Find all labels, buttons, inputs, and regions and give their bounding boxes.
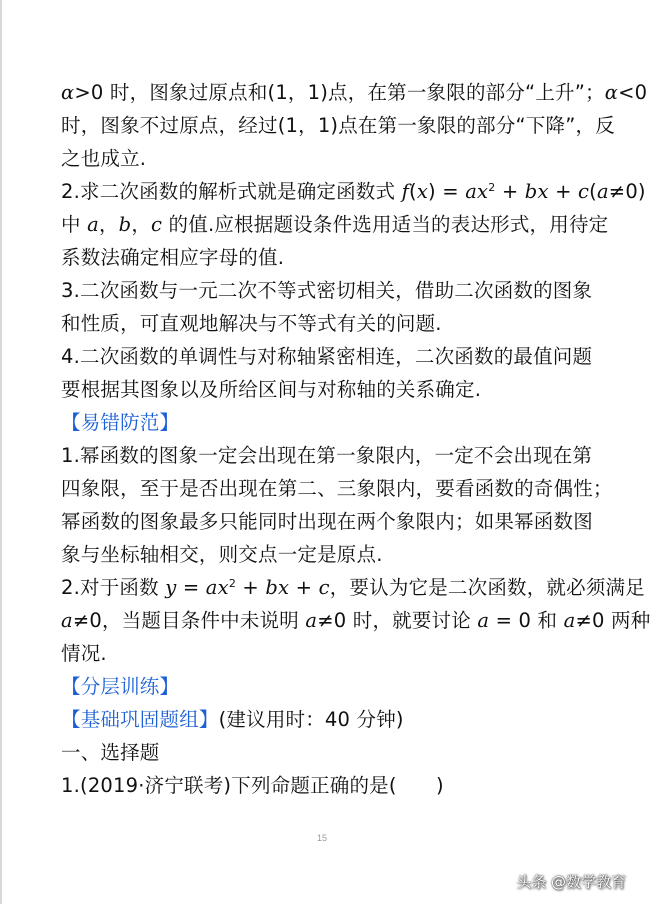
text-line-11 (61, 406, 601, 439)
math-symbol: x (416, 180, 429, 203)
text-line-14 (61, 505, 601, 538)
text-run: 幂函数的图象最多只能同时出现在两个象限内；如果幂函数图 (61, 510, 593, 533)
text-line-8 (61, 307, 601, 340)
text-run: ，要认为它是二次函数，就必须满足 (329, 576, 645, 599)
text-line-6 (61, 241, 601, 274)
text-line-1 (61, 76, 648, 109)
math-symbol: bx (524, 180, 549, 203)
math-symbol: c (318, 576, 330, 599)
math-symbol: ax (465, 180, 489, 203)
text-run: 之也成立. (61, 147, 147, 170)
text-line-4 (61, 175, 646, 208)
text-line-21 (61, 736, 601, 769)
text-run: + (495, 180, 525, 203)
text-run: 2.求二次函数的解析式就是确定函数式 (61, 180, 402, 203)
math-symbol: f (401, 180, 410, 203)
text-run: ≠0 两种 (575, 609, 650, 632)
math-symbol: a (596, 180, 609, 203)
text-run: ， (131, 213, 152, 236)
text-run: 1.幂函数的图象一定会出现在第一象限内，一定不会出现在第 (61, 444, 593, 467)
text-run: + (289, 576, 319, 599)
section-heading: 【易错防范】 (61, 411, 180, 434)
math-symbol: y (165, 576, 177, 599)
math-symbol: b (118, 213, 132, 236)
text-line-2 (61, 109, 615, 142)
text-run: = 0 和 (489, 609, 564, 632)
text-line-20 (61, 703, 601, 736)
text-line-18 (61, 637, 601, 670)
text-run: 的值.应根据题设条件选用适当的表达形式，用待定 (162, 213, 609, 236)
text-line-22 (61, 769, 601, 802)
text-run: 系数法确定相应字母的值. (61, 246, 285, 269)
text-run: + (236, 576, 266, 599)
page-number: 15 (316, 833, 327, 843)
section-heading: 【分层训练】 (61, 675, 180, 698)
text-run: 4.二次函数的单调性与对称轴紧密相连，二次函数的最值问题 (61, 345, 593, 368)
text-run: (建议用时：40 分钟) (218, 708, 404, 731)
text-line-7 (61, 274, 601, 307)
text-run: 情况. (61, 642, 107, 665)
text-run: 四象限，至于是否出现在第二、三象限内，要看函数的奇偶性； (61, 477, 613, 500)
text-line-5 (61, 208, 609, 241)
superscript: 2 (228, 577, 237, 590)
math-symbol: a (477, 609, 490, 632)
text-run: 象与坐标轴相交，则交点一定是原点. (61, 543, 383, 566)
text-run: + (548, 180, 579, 203)
text-line-19 (61, 670, 601, 703)
math-symbol: c (151, 213, 163, 236)
math-symbol: α (604, 81, 619, 104)
text-run: 要根据其图象以及所给区间与对称轴的关系确定. (61, 378, 482, 401)
math-symbol: α (61, 81, 75, 104)
text-line-10 (61, 373, 601, 406)
superscript: 2 (488, 181, 496, 194)
document-body (61, 76, 650, 802)
text-run: 一、选择题 (61, 741, 160, 764)
text-line-17 (61, 604, 650, 637)
text-run: 3.二次函数与一元二次不等式密切相关，借助二次函数的图象 (61, 279, 593, 302)
text-line-13 (61, 472, 613, 505)
section-heading: 【基础巩固题组】 (61, 708, 219, 731)
text-run: = (176, 576, 206, 599)
text-run: ( (589, 180, 597, 203)
text-line-3 (61, 142, 601, 175)
text-run: ) = (428, 180, 466, 203)
math-symbol: a (305, 609, 318, 632)
text-run: 中 (61, 213, 88, 236)
text-run: >0 时，图象过原点和(1，1)点，在第一象限的部分“上升”； (74, 81, 605, 104)
text-run: ( (409, 180, 417, 203)
text-run: ≠0) (608, 180, 646, 203)
text-run: 时，图象不过原点，经过(1，1)点在第一象限的部分“下降”，反 (61, 114, 615, 137)
text-run: ， (98, 213, 119, 236)
text-line-16 (61, 571, 645, 604)
text-run: ≠0，当题目条件中未说明 (72, 609, 306, 632)
math-symbol: c (578, 180, 590, 203)
text-line-9 (61, 340, 601, 373)
text-line-12 (61, 439, 601, 472)
text-run: <0 (618, 81, 648, 104)
math-symbol: ax (205, 576, 229, 599)
math-symbol: a (87, 213, 99, 236)
text-line-15 (61, 538, 601, 571)
math-symbol: bx (265, 576, 290, 599)
math-symbol: a (61, 609, 73, 632)
text-run: 2.对于函数 (61, 576, 166, 599)
text-run: 1.(2019·济宁联考)下列命题正确的是( ) (61, 774, 444, 797)
watermark: 头条 @数学教育 (516, 873, 626, 891)
math-symbol: a (563, 609, 576, 632)
text-run: ≠0 时，就要讨论 (317, 609, 478, 632)
text-run: 和性质，可直观地解决与不等式有关的问题. (61, 312, 442, 335)
